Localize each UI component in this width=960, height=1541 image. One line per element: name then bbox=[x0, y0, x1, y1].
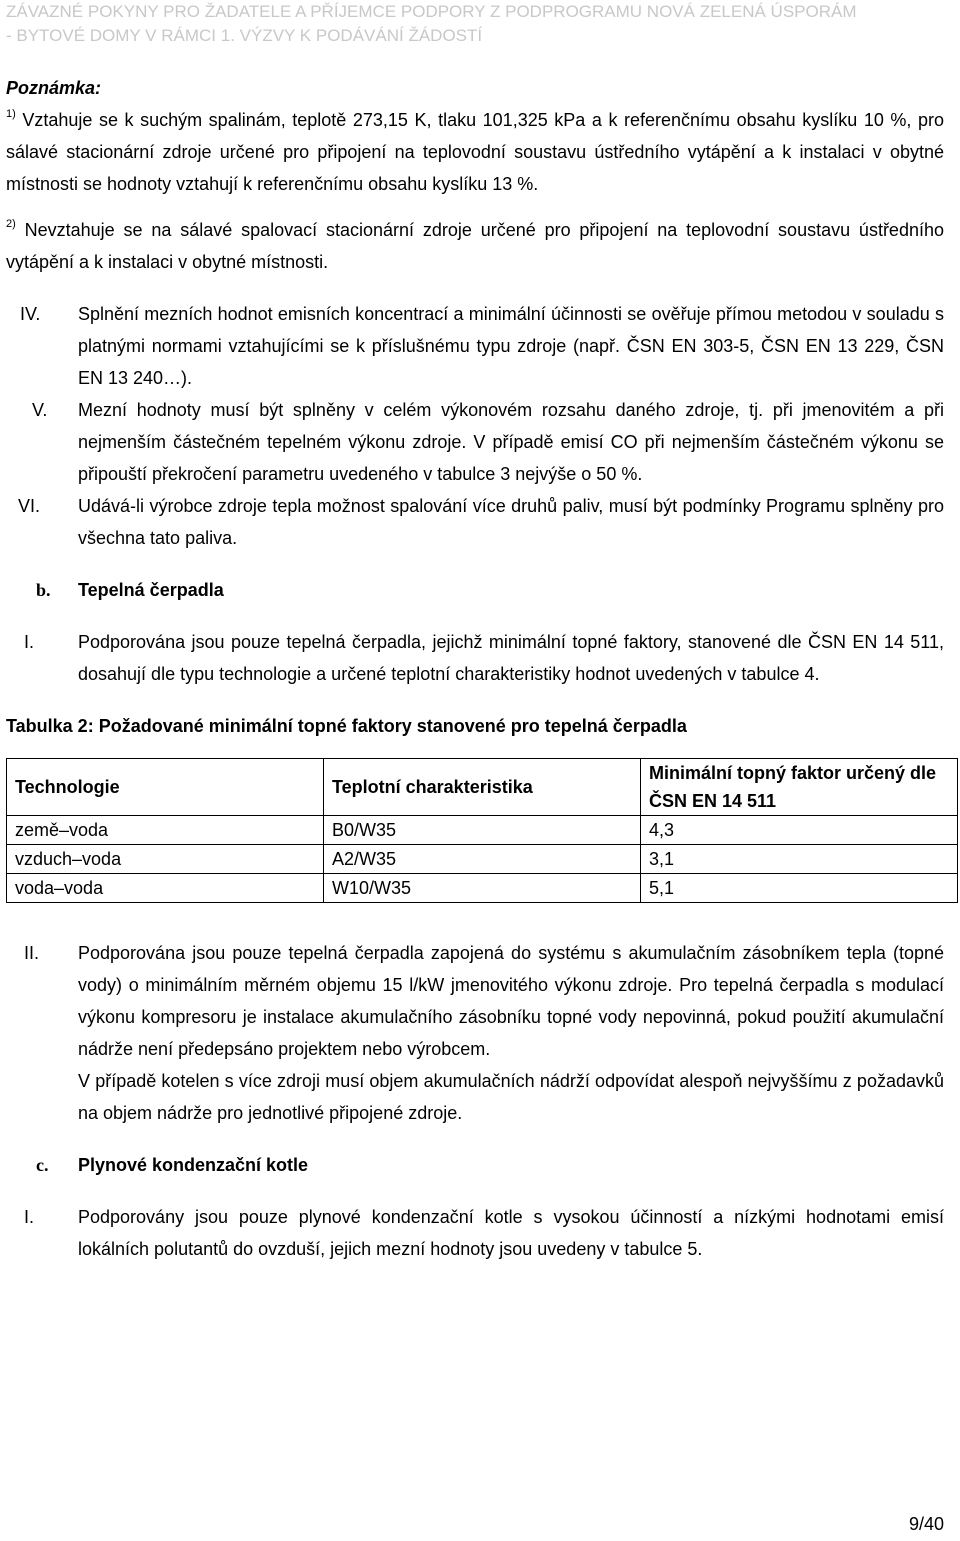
item-b-ii-number: II. bbox=[24, 943, 40, 963]
item-b-ii-text-2: V případě kotelen s více zdroji musí objem akumulačních nádrží odpovídat alespoň nejvyššímu z požadavků na objem nádrže pro jednotlivé připojené zdroje. bbox=[78, 1071, 944, 1123]
item-iv bbox=[6, 298, 944, 394]
footnote-1-text: Vztahuje se k suchým spalinám, teplotě 273,15 K, tlaku 101,325 kPa a k referenčnímu obsahu kyslíku 10 %, pro sálavé stacionární zdroje určené pro připojení na teplovodní soustavu ústředního vytápění a k instalaci v obytné místnosti se hodnoty vztahují k referenčnímu obsahu kyslíku 13 %. bbox=[6, 110, 944, 194]
item-iv-number: IV. bbox=[20, 304, 41, 324]
footnote-1 bbox=[6, 104, 944, 200]
item-iv-text: Splnění mezních hodnot emisních koncentrací a minimální účinnosti se ověřuje přímou metodou v souladu s platnými normami vztahujícími se k příslušnému typu zdroje (např. ČSN EN 303-5, ČSN EN 13 229, ČSN EN 13 240…). bbox=[78, 304, 944, 388]
item-b-ii bbox=[6, 937, 944, 1129]
item-c-i bbox=[6, 1201, 944, 1265]
item-c-i-text: Podporovány jsou pouze plynové kondenzační kotle s vysokou účinností a nízkými hodnotami emisí lokálních polutantů do ovzduší, jejich mezní hodnoty jsou uvedeny v tabulce 5. bbox=[78, 1207, 944, 1259]
table-row bbox=[7, 874, 958, 903]
footnote-2-text: Nevztahuje se na sálavé spalovací stacionární zdroje určené pro připojení na teplovodní soustavu ústředního vytápění a k instalaci v obytné místnosti. bbox=[6, 220, 944, 272]
table-cell: W10/W35 bbox=[324, 874, 641, 903]
footnote-1-marker: 1) bbox=[6, 108, 16, 120]
item-b-i-number: I. bbox=[24, 632, 35, 652]
table-header-min-cop: Minimální topný faktor určený dle ČSN EN 14 511 bbox=[641, 759, 958, 816]
item-vi-text: Udává-li výrobce zdroje tepla možnost spalování více druhů paliv, musí být podmínky Programu splněny pro všechna tato paliva. bbox=[78, 496, 944, 548]
header-line-2: - BYTOVÉ DOMY V RÁMCI 1. VÝZVY K PODÁVÁNÍ ŽÁDOSTÍ bbox=[6, 26, 483, 45]
table-row bbox=[7, 845, 958, 874]
page-body bbox=[6, 72, 944, 1265]
header-line-1: ZÁVAZNÉ POKYNY PRO ŽADATELE A PŘÍJEMCE PODPORY Z PODPROGRAMU NOVÁ ZELENÁ ÚSPORÁM bbox=[6, 2, 857, 21]
section-c-title: Plynové kondenzační kotle bbox=[78, 1155, 309, 1175]
table-cell: 3,1 bbox=[641, 845, 958, 874]
section-b-title: Tepelná čerpadla bbox=[78, 580, 224, 600]
heat-pump-table bbox=[6, 758, 958, 903]
item-v-number: V. bbox=[32, 400, 48, 420]
table-row bbox=[7, 816, 958, 845]
item-vi-number: VI. bbox=[18, 496, 41, 516]
footnote-2-marker: 2) bbox=[6, 218, 16, 230]
table-header-row bbox=[7, 759, 958, 816]
section-c-label: c. bbox=[36, 1155, 49, 1175]
table-cell: A2/W35 bbox=[324, 845, 641, 874]
note-title: Poznámka: bbox=[6, 78, 102, 98]
item-b-i-text: Podporována jsou pouze tepelná čerpadla, jejichž minimální topné faktory, stanovené dle ČSN EN 14 511, dosahují dle typu technologie a určené teplotní charakteristiky hodnot uvedených v tabulce 4. bbox=[78, 632, 944, 684]
running-header bbox=[6, 0, 946, 48]
item-c-i-number: I. bbox=[24, 1207, 35, 1227]
item-b-i bbox=[6, 626, 944, 690]
table-cell: 4,3 bbox=[641, 816, 958, 845]
table-cell: země–voda bbox=[7, 816, 324, 845]
table-caption: Tabulka 2: Požadované minimální topné faktory stanovené pro tepelná čerpadla bbox=[6, 716, 687, 736]
page-number: 9/40 bbox=[908, 1514, 944, 1534]
section-b-heading bbox=[6, 574, 944, 606]
section-b-label: b. bbox=[36, 580, 51, 600]
item-b-ii-body bbox=[78, 937, 944, 1129]
section-c-heading bbox=[6, 1149, 944, 1181]
item-b-ii-text: Podporována jsou pouze tepelná čerpadla zapojená do systému s akumulačním zásobníkem tepla (topné vody) o minimálním měrném objemu 15 l/kW jmenovitého výkonu zdroje. Pro tepelná čerpadla s modulací výkonu kompresoru je instalace akumulačního zásobníku topné vody nepovinná, pokud použití akumulační nádrže není předepsáno projektem nebo výrobcem. bbox=[78, 943, 944, 1059]
item-vi bbox=[6, 490, 944, 554]
table-header-temperature: Teplotní charakteristika bbox=[324, 759, 641, 816]
item-v bbox=[6, 394, 944, 490]
table-cell: vzduch–voda bbox=[7, 845, 324, 874]
table-cell: 5,1 bbox=[641, 874, 958, 903]
footnote-2 bbox=[6, 214, 944, 278]
table-cell: B0/W35 bbox=[324, 816, 641, 845]
table-cell: voda–voda bbox=[7, 874, 324, 903]
table-header-technology: Technologie bbox=[7, 759, 324, 816]
item-v-text: Mezní hodnoty musí být splněny v celém výkonovém rozsahu daného zdroje, tj. při jmenovitém a při nejmenším částečném tepelném výkonu zdroje. V případě emisí CO při nejmenším částečném výkonu se připouští překročení parametru uvedeného v tabulce 3 nejvýše o 50 %. bbox=[78, 400, 944, 484]
